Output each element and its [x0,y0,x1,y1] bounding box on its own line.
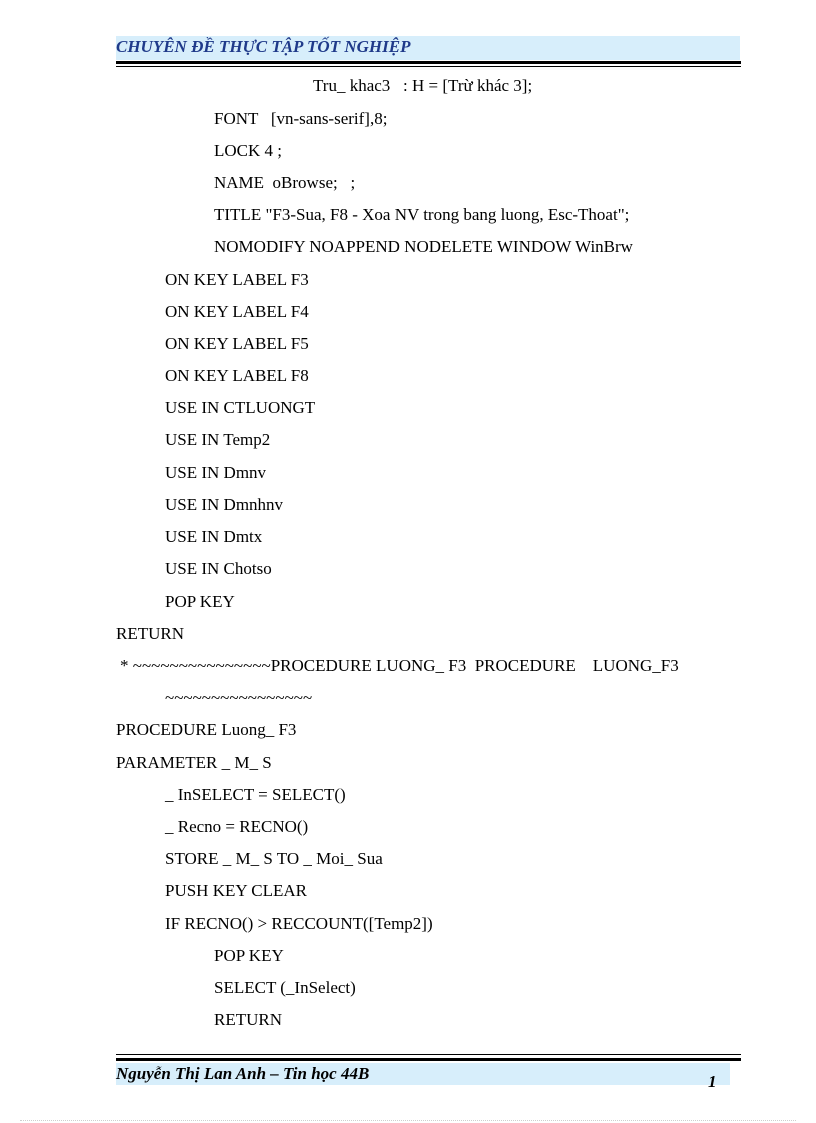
code-line: USE IN Dmnv [165,463,267,482]
code-line: USE IN Chotso [165,559,272,578]
code-line: NAME oBrowse; ; [214,173,356,192]
code-line: * ~~~~~~~~~~~~~~~PROCEDURE LUONG_ F3 PROCEDURE LUONG_F3 [120,656,679,675]
page-number: 1 [708,1072,717,1091]
header-rule-thin [116,66,741,67]
footer-rule-thin [116,1054,741,1055]
code-line: RETURN [214,1010,282,1029]
footer-rule-thick [116,1058,741,1061]
page-edge [20,1120,796,1121]
code-line: PROCEDURE Luong_ F3 [116,720,297,739]
code-line: NOMODIFY NOAPPEND NODELETE WINDOW WinBrw [214,237,633,256]
code-line: STORE _ M_ S TO _ Moi_ Sua [165,849,383,868]
code-line: USE IN Temp2 [165,430,271,449]
footer-author: Nguyễn Thị Lan Anh – Tin học 44B [116,1064,370,1083]
code-line: ~~~~~~~~~~~~~~~~ [165,688,313,707]
code-line: POP KEY [165,592,235,611]
code-line: _ Recno = RECNO() [165,817,309,836]
code-line: POP KEY [214,946,284,965]
code-line: PUSH KEY CLEAR [165,881,307,900]
code-line: RETURN [116,624,184,643]
code-line: SELECT (_InSelect) [214,978,356,997]
code-line: USE IN Dmnhnv [165,495,284,514]
code-line: ON KEY LABEL F5 [165,334,309,353]
code-line: IF RECNO() > RECCOUNT([Temp2]) [165,914,433,933]
code-line: Tru_ khac3 : H = [Trừ khác 3]; [313,76,533,95]
code-line: FONT [vn-sans-serif],8; [214,109,388,128]
page-header-title: CHUYÊN ĐỀ THỰC TẬP TỐT NGHIỆP [116,37,411,56]
code-line: TITLE "F3-Sua, F8 - Xoa NV trong bang luong, Esc-Thoat"; [214,205,630,224]
code-line: USE IN CTLUONGT [165,398,316,417]
code-line: ON KEY LABEL F3 [165,270,309,289]
code-line: PARAMETER _ M_ S [116,753,272,772]
code-line: _ InSELECT = SELECT() [165,785,346,804]
code-line: ON KEY LABEL F8 [165,366,309,385]
code-line: ON KEY LABEL F4 [165,302,309,321]
header-rule-thick [116,61,741,64]
code-line: USE IN Dmtx [165,527,263,546]
code-line: LOCK 4 ; [214,141,282,160]
